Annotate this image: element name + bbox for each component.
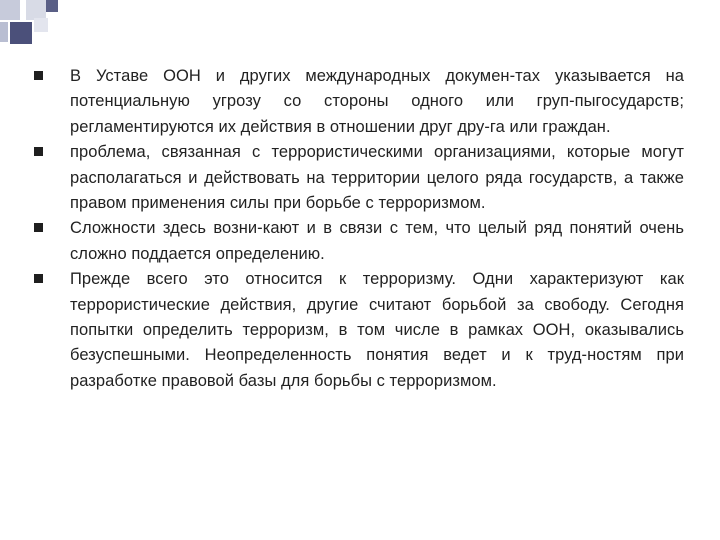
bullet-text: Прежде всего это относится к терроризму. Одни характеризуют как террористические действия, другие считают борьбой за свободу. Сегодня попытки определить терроризм, в том числе в рамках ООН, оказывались безуспешными. Неопределенность понятия ведет и к труд-ностям при разработке правовой базы для борьбы с терроризмом.	[70, 270, 684, 390]
bullet-list	[34, 64, 684, 394]
list-item	[34, 216, 684, 267]
list-item	[34, 140, 684, 216]
corner-decoration	[0, 0, 64, 46]
square-bullet-icon	[34, 223, 43, 232]
decor-square	[0, 22, 8, 42]
decor-square	[34, 18, 48, 32]
list-item	[34, 267, 684, 394]
bullet-text: Сложности здесь возни-кают и в связи с тем, что целый ряд понятий очень сложно поддается определению.	[70, 219, 684, 263]
decor-square	[0, 0, 20, 20]
square-bullet-icon	[34, 274, 43, 283]
bullet-text: В Уставе ООН и других международных докумен-тах указывается на потенциальную угрозу со стороны одного или груп-пыгосударств; регламентируются их действия в отношении друг дру-га или граждан.	[70, 67, 684, 136]
decor-square	[46, 0, 58, 12]
decor-square	[26, 0, 46, 20]
square-bullet-icon	[34, 147, 43, 156]
decor-square	[10, 22, 32, 44]
square-bullet-icon	[34, 71, 43, 80]
list-item	[34, 64, 684, 140]
bullet-text: проблема, связанная с террористическими организациями, которые могут располагаться и действовать на территории целого ряда государств, а также правом применения силы при борьбе с терроризмом.	[70, 143, 684, 213]
